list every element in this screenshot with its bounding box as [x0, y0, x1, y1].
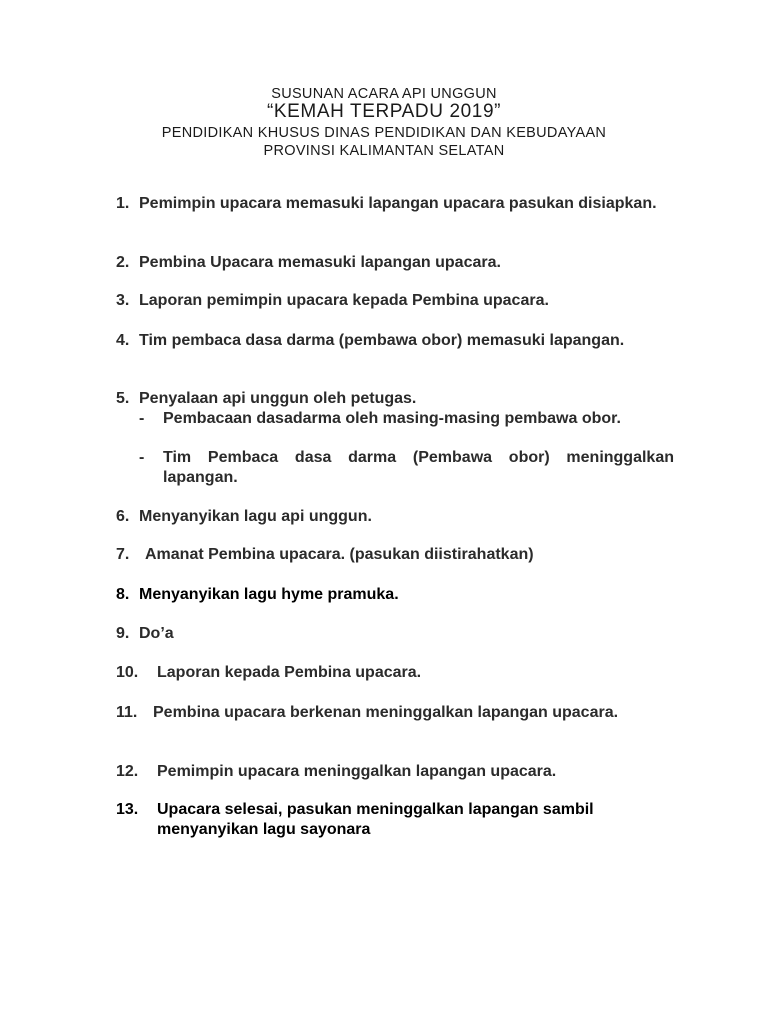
- item-text: Pemimpin upacara meninggalkan lapangan upacara.: [157, 763, 557, 780]
- item-text: Amanat Pembina upacara. (pasukan diistirahatkan): [145, 546, 534, 563]
- sub-item-text: Pembacaan dasadarma oleh masing-masing pembawa obor.: [163, 410, 621, 427]
- item-text: Penyalaan api unggun oleh petugas.: [139, 390, 417, 407]
- item-text: Laporan kepada Pembina upacara.: [157, 664, 422, 681]
- item-text: Do’a: [139, 625, 174, 642]
- title-line-4: PROVINSI KALIMANTAN SELATAN: [263, 143, 505, 159]
- item-number: 5.: [116, 390, 130, 407]
- item-number: 6.: [116, 508, 130, 525]
- title-line-3: PENDIDIKAN KHUSUS DINAS PENDIDIKAN DAN KEBUDAYAAN: [161, 125, 607, 141]
- item-number: 3.: [116, 292, 130, 309]
- sub-item-bullet: -: [139, 449, 145, 466]
- item-number: 2.: [116, 254, 130, 271]
- item-text: Pembina Upacara memasuki lapangan upacara.: [139, 254, 501, 271]
- item-number: 9.: [116, 625, 130, 642]
- item-number: 7.: [116, 546, 130, 563]
- title-line-2: “KEMAH TERPADU 2019”: [266, 101, 502, 122]
- item-text: Pemimpin upacara memasuki lapangan upacara pasukan disiapkan.: [139, 195, 657, 212]
- item-number: 8.: [116, 586, 130, 603]
- item-number: 10.: [116, 664, 139, 681]
- item-text: Menyanyikan lagu api unggun.: [139, 508, 372, 525]
- item-number: 1.: [116, 195, 130, 212]
- item-number: 13.: [116, 801, 139, 818]
- title-line-1: SUSUNAN ACARA API UNGGUN: [271, 86, 497, 102]
- item-text: Tim pembaca dasa darma (pembawa obor) memasuki lapangan.: [139, 332, 625, 349]
- item-text: Pembina upacara berkenan meninggalkan lapangan upacara.: [153, 704, 619, 721]
- item-number: 12.: [116, 763, 139, 780]
- item-text: Menyanyikan lagu hyme pramuka.: [139, 586, 399, 603]
- item-text: Laporan pemimpin upacara kepada Pembina upacara.: [139, 292, 549, 309]
- sub-item-bullet: -: [139, 410, 145, 427]
- item-text: Upacara selesai, pasukan meninggalkan lapangan sambil menyanyikan lagu sayonara: [157, 801, 594, 838]
- item-number: 11.: [116, 704, 138, 721]
- item-number: 4.: [116, 332, 130, 349]
- sub-item-text: Tim Pembaca dasa darma (Pembawa obor) meninggalkan lapangan.: [163, 449, 674, 486]
